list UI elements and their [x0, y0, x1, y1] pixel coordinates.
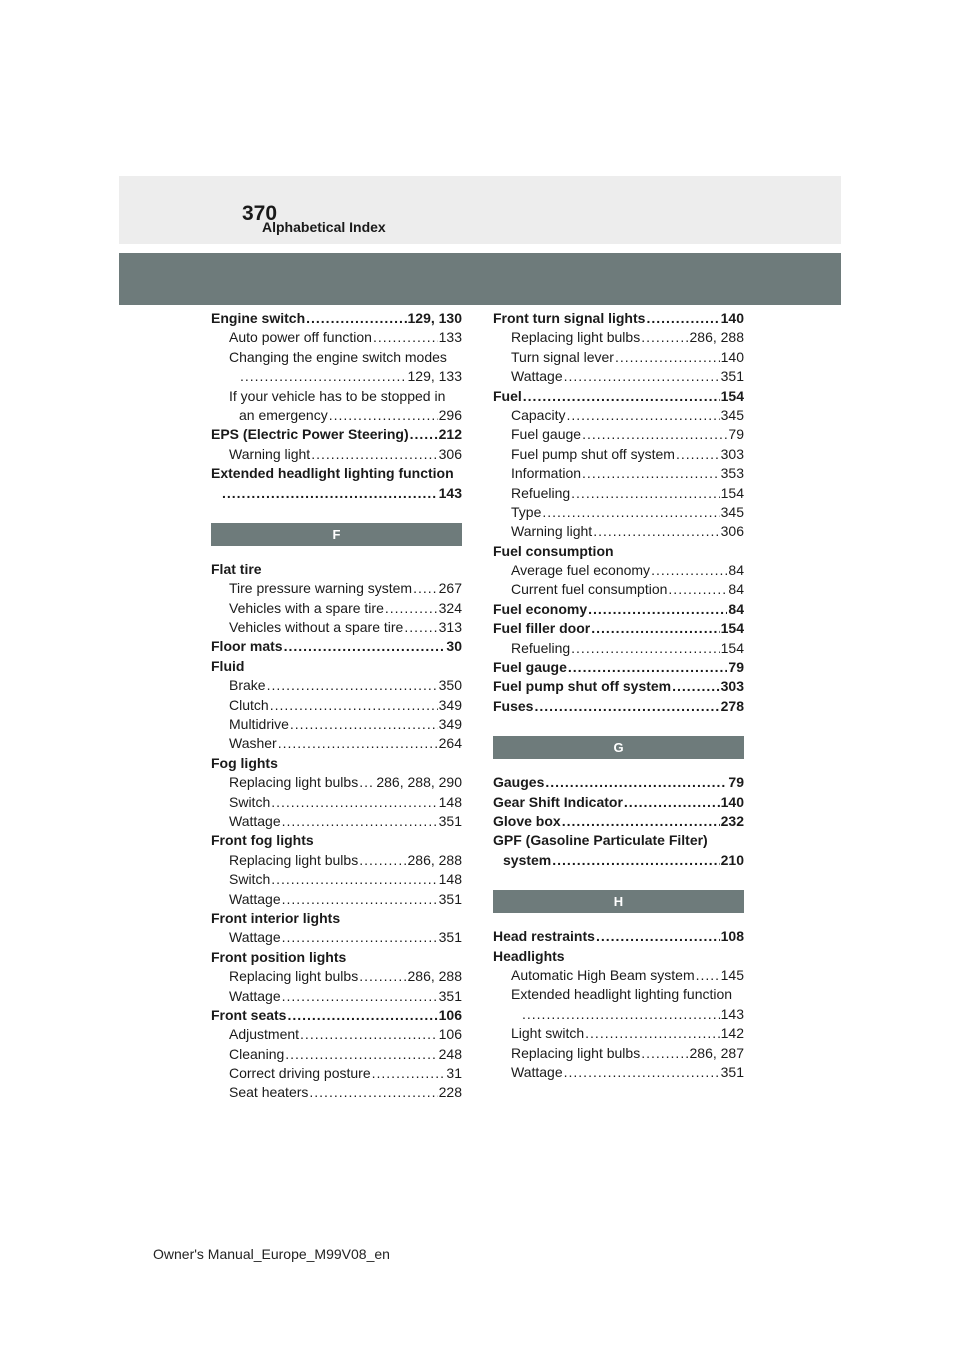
- index-entry: [211, 618, 462, 637]
- page-reference: 351: [438, 890, 462, 907]
- index-term: Fuel gauge: [493, 659, 567, 676]
- index-entry: [211, 870, 462, 889]
- section-header: G: [493, 736, 744, 759]
- index-term: Clutch: [229, 696, 269, 713]
- index-term: Type: [511, 503, 542, 520]
- index-term: Fuel: [493, 387, 522, 404]
- index-term: Adjustment: [229, 1026, 300, 1043]
- page-reference: 154: [720, 387, 744, 404]
- index-entry: [493, 503, 744, 522]
- index-term: Front fog lights: [211, 832, 314, 849]
- index-heading: [211, 909, 462, 928]
- dot-leader: [373, 328, 438, 347]
- dot-leader: [329, 406, 438, 425]
- index-entry: [211, 1045, 462, 1064]
- index-term: Wattage: [229, 929, 281, 946]
- page-reference: 351: [438, 929, 462, 946]
- index-term: Flat tire: [211, 560, 262, 577]
- dot-leader: [523, 387, 720, 406]
- page-title: Alphabetical Index: [262, 219, 386, 235]
- dot-leader: [624, 793, 720, 812]
- index-heading: [211, 948, 462, 967]
- index-term: EPS (Electric Power Steering): [211, 426, 409, 443]
- index-entry: [493, 639, 744, 658]
- index-term: Headlights: [493, 947, 565, 964]
- page-reference: 84: [728, 600, 744, 617]
- index-entry: [493, 367, 744, 386]
- page-reference: 84: [728, 581, 744, 598]
- index-term: Average fuel economy: [511, 562, 651, 579]
- index-entry: [493, 387, 744, 406]
- index-entry: [211, 579, 462, 598]
- index-term: Fuel consumption: [493, 542, 614, 559]
- dot-leader: [593, 522, 719, 541]
- page-reference: 351: [720, 368, 744, 385]
- dot-leader: [588, 600, 727, 619]
- index-term: Refueling: [511, 484, 571, 501]
- index-heading: [211, 464, 462, 483]
- page-reference: 140: [720, 310, 744, 326]
- dot-leader: [306, 309, 406, 328]
- index-term: Wattage: [511, 1063, 563, 1080]
- index-term: Automatic High Beam system: [511, 966, 695, 983]
- index-entry: [211, 715, 462, 734]
- dot-leader: [591, 619, 719, 638]
- index-term: Replacing light bulbs: [511, 1044, 641, 1061]
- page-reference: 248: [438, 1045, 462, 1062]
- index-term: Changing the engine switch modes: [229, 348, 447, 365]
- page-reference: 106: [438, 1006, 462, 1023]
- index-entry: [493, 773, 744, 792]
- index-entry: [211, 328, 462, 347]
- index-term: Floor mats: [211, 638, 283, 655]
- dot-leader: [282, 890, 438, 909]
- dot-leader: [404, 618, 437, 637]
- index-term: Warning light: [229, 445, 311, 462]
- page-reference: 267: [438, 580, 462, 597]
- index-entry: [493, 1005, 744, 1024]
- index-term: system: [503, 851, 552, 868]
- index-term: Warning light: [511, 523, 593, 540]
- page-reference: 148: [438, 793, 462, 810]
- dot-leader: [413, 579, 438, 598]
- dot-leader: [696, 966, 720, 985]
- footer-text: Owner's Manual_Europe_M99V08_en: [153, 1246, 390, 1262]
- page-reference: 106: [438, 1026, 462, 1043]
- index-term: Information: [511, 465, 582, 482]
- dot-leader: [651, 561, 727, 580]
- index-term: Current fuel consumption: [511, 581, 668, 598]
- page-reference: 353: [720, 465, 744, 482]
- index-term: Fuel economy: [493, 600, 588, 617]
- dot-leader: [240, 367, 407, 386]
- index-term: Front seats: [211, 1006, 287, 1023]
- page-reference: 345: [720, 406, 744, 423]
- index-term: Engine switch: [211, 310, 306, 326]
- index-term: Replacing light bulbs: [511, 329, 641, 346]
- page-reference: 286, 288: [407, 851, 462, 868]
- dot-leader: [668, 580, 727, 599]
- index-entry: [211, 967, 462, 986]
- page-reference: 232: [720, 812, 744, 829]
- page-reference: 108: [720, 928, 744, 945]
- dot-leader: [566, 406, 719, 425]
- index-entry: [211, 367, 462, 386]
- index-term: Refueling: [511, 639, 571, 656]
- header-band: [119, 253, 841, 305]
- page-reference: 129, 133: [407, 368, 462, 385]
- index-term: Switch: [229, 871, 271, 888]
- dot-leader: [372, 1064, 446, 1083]
- page-reference: 351: [720, 1063, 744, 1080]
- index-term: GPF (Gasoline Particulate Filter): [493, 832, 708, 849]
- dot-leader: [222, 484, 438, 503]
- dot-leader: [311, 445, 437, 464]
- index-entry: [493, 851, 744, 870]
- page-number: 370: [242, 202, 278, 225]
- dot-leader: [359, 773, 375, 792]
- index-entry: [493, 658, 744, 677]
- page-reference: 210: [720, 851, 744, 868]
- dot-leader: [585, 1024, 719, 1043]
- page-reference: 306: [438, 445, 462, 462]
- page-reference: 349: [438, 696, 462, 713]
- dot-leader: [359, 851, 406, 870]
- dot-leader: [282, 928, 438, 947]
- index-entry: [211, 773, 462, 792]
- dot-leader: [564, 367, 720, 386]
- dot-leader: [641, 1044, 688, 1063]
- index-entry: [493, 406, 744, 425]
- dot-leader: [562, 812, 720, 831]
- page-reference: 351: [438, 987, 462, 1004]
- index-term: Replacing light bulbs: [229, 774, 359, 791]
- page-reference: 142: [720, 1025, 744, 1042]
- index-term: Fuses: [493, 697, 534, 714]
- dot-leader: [582, 464, 720, 483]
- index-term: Wattage: [511, 368, 563, 385]
- page-reference: 324: [438, 599, 462, 616]
- index-entry: [493, 619, 744, 638]
- index-term: Fluid: [211, 657, 245, 674]
- dot-leader: [534, 697, 719, 716]
- index-entry: [493, 464, 744, 483]
- dot-leader: [271, 870, 437, 889]
- index-term: Brake: [229, 677, 266, 694]
- index-term: Extended headlight lighting function: [211, 465, 454, 482]
- page-reference: 296: [438, 406, 462, 423]
- dot-leader: [646, 309, 719, 328]
- dot-leader: [282, 987, 438, 1006]
- index-entry: [211, 928, 462, 947]
- section-header: F: [211, 523, 462, 546]
- page-reference: 79: [728, 774, 744, 791]
- dot-leader: [522, 1005, 720, 1024]
- index-entry: [493, 1063, 744, 1082]
- index-heading: [211, 348, 462, 367]
- dot-leader: [309, 1083, 437, 1102]
- index-entry: [493, 793, 744, 812]
- index-term: Washer: [229, 735, 277, 752]
- index-entry: [211, 696, 462, 715]
- index-entry: [493, 966, 744, 985]
- index-term: Front interior lights: [211, 909, 341, 926]
- index-term: an emergency: [239, 406, 328, 423]
- page-reference: 306: [720, 523, 744, 540]
- dot-leader: [582, 425, 727, 444]
- page-reference: 303: [720, 445, 744, 462]
- index-entry: [211, 445, 462, 464]
- index-entry: [493, 697, 744, 716]
- dot-leader: [284, 637, 446, 656]
- index-entry: [493, 600, 744, 619]
- dot-leader: [271, 793, 437, 812]
- index-entry: [493, 328, 744, 347]
- dot-leader: [267, 676, 438, 695]
- index-entry: [211, 309, 462, 328]
- index-entry: [211, 425, 462, 444]
- page-reference: 351: [438, 812, 462, 829]
- dot-leader: [615, 348, 720, 367]
- index-entry: [211, 734, 462, 753]
- index-term: Vehicles without a spare tire: [229, 619, 404, 636]
- index-term: Multidrive: [229, 716, 289, 733]
- page-reference: 286, 288, 290: [376, 774, 462, 791]
- index-heading: [493, 947, 744, 966]
- index-term: Glove box: [493, 812, 561, 829]
- index-term: Front turn signal lights: [493, 310, 646, 326]
- index-term: Fuel pump shut off system: [511, 445, 675, 462]
- page-reference: 79: [728, 659, 744, 676]
- index-term: Replacing light bulbs: [229, 851, 359, 868]
- index-entry: [493, 425, 744, 444]
- page-reference: 145: [720, 966, 744, 983]
- page-reference: 79: [728, 426, 744, 443]
- index-term: Cleaning: [229, 1045, 285, 1062]
- page-reference: 143: [438, 484, 462, 501]
- index-term: Light switch: [511, 1025, 585, 1042]
- dot-leader: [571, 484, 719, 503]
- dot-leader: [410, 425, 438, 444]
- index-term: Fuel pump shut off system: [493, 678, 672, 695]
- index-entry: [211, 637, 462, 656]
- index-entry: [211, 987, 462, 1006]
- index-heading: [211, 754, 462, 773]
- index-heading: [493, 831, 744, 850]
- page-reference: 31: [446, 1065, 462, 1082]
- dot-leader: [552, 851, 719, 870]
- page-reference: 148: [438, 871, 462, 888]
- index-term: Replacing light bulbs: [229, 968, 359, 985]
- header-bar: [119, 176, 841, 244]
- index-entry: [493, 445, 744, 464]
- index-term: Turn signal lever: [511, 348, 614, 365]
- dot-leader: [571, 639, 719, 658]
- index-heading: [493, 985, 744, 1004]
- index-entry: [211, 676, 462, 695]
- index-term: Fuel gauge: [511, 426, 582, 443]
- index-entry: [493, 1024, 744, 1043]
- dot-leader: [285, 1045, 437, 1064]
- dot-leader: [568, 658, 728, 677]
- index-entry: [211, 599, 462, 618]
- page-reference: 154: [720, 620, 744, 637]
- index-term: Capacity: [511, 406, 566, 423]
- index-entry: [211, 406, 462, 425]
- index-term: Fog lights: [211, 754, 278, 771]
- index-entry: [211, 1006, 462, 1025]
- index-term: Gauges: [493, 774, 545, 791]
- index-heading: [493, 542, 744, 561]
- index-entry: [493, 677, 744, 696]
- page-reference: 349: [438, 716, 462, 733]
- page-reference: 154: [720, 639, 744, 656]
- index-term: Wattage: [229, 987, 281, 1004]
- page-reference: 278: [720, 697, 744, 714]
- dot-leader: [672, 677, 720, 696]
- dot-leader: [270, 696, 438, 715]
- page-reference: 313: [438, 619, 462, 636]
- dot-leader: [278, 734, 438, 753]
- page-reference: 140: [720, 793, 744, 810]
- index-entry: [493, 580, 744, 599]
- page-reference: 303: [720, 678, 744, 695]
- index-term: Wattage: [229, 890, 281, 907]
- dot-leader: [676, 445, 720, 464]
- page-reference: 133: [438, 329, 462, 346]
- page-reference: 84: [728, 562, 744, 579]
- dot-leader: [596, 927, 720, 946]
- page-reference: 264: [438, 735, 462, 752]
- dot-leader: [385, 599, 438, 618]
- dot-leader: [542, 503, 719, 522]
- index-term: Vehicles with a spare tire: [229, 599, 384, 616]
- index-heading: [211, 657, 462, 676]
- index-term: Head restraints: [493, 928, 595, 945]
- page-reference: 140: [720, 348, 744, 365]
- index-column-right: [493, 309, 744, 1082]
- index-entry: [211, 793, 462, 812]
- page-reference: 286, 288: [689, 329, 744, 346]
- dot-leader: [300, 1025, 438, 1044]
- page-reference: 154: [720, 484, 744, 501]
- dot-leader: [287, 1006, 437, 1025]
- page-reference: 143: [720, 1005, 744, 1022]
- index-entry: [493, 927, 744, 946]
- index-entry: [211, 812, 462, 831]
- index-entry: [493, 812, 744, 831]
- index-term: Switch: [229, 793, 271, 810]
- index-entry: [211, 1083, 462, 1102]
- page-reference: 286, 288: [407, 968, 462, 985]
- page-reference: 286, 287: [689, 1044, 744, 1061]
- index-entry: [211, 851, 462, 870]
- index-entry: [211, 1025, 462, 1044]
- index-term: If your vehicle has to be stopped in: [229, 387, 446, 404]
- index-entry: [493, 561, 744, 580]
- index-entry: [211, 1064, 462, 1083]
- index-column-left: [211, 309, 462, 1103]
- dot-leader: [359, 967, 406, 986]
- index-heading: [211, 560, 462, 579]
- index-entry: [211, 484, 462, 503]
- index-entry: [211, 890, 462, 909]
- index-term: Tire pressure warning system: [229, 580, 413, 597]
- dot-leader: [290, 715, 438, 734]
- index-entry: [493, 522, 744, 541]
- index-term: Seat heaters: [229, 1084, 309, 1101]
- page-reference: 228: [438, 1084, 462, 1101]
- dot-leader: [545, 773, 727, 792]
- index-term: Extended headlight lighting function: [511, 986, 733, 1003]
- index-term: Front position lights: [211, 948, 347, 965]
- index-term: Auto power off function: [229, 329, 372, 346]
- index-heading: [211, 831, 462, 850]
- index-entry: [493, 348, 744, 367]
- dot-leader: [282, 812, 438, 831]
- page-reference: 212: [438, 426, 462, 443]
- page-reference: 350: [438, 677, 462, 694]
- index-heading: [211, 387, 462, 406]
- page-reference: 30: [446, 638, 462, 655]
- section-header: H: [493, 890, 744, 913]
- page-reference: 345: [720, 503, 744, 520]
- index-term: Correct driving posture: [229, 1065, 371, 1082]
- index-entry: [493, 484, 744, 503]
- index-term: Wattage: [229, 812, 281, 829]
- index-term: Gear Shift Indicator: [493, 793, 623, 810]
- index-entry: [493, 1044, 744, 1063]
- page-reference: 129, 130: [407, 310, 462, 326]
- index-term: Fuel filler door: [493, 620, 591, 637]
- dot-leader: [564, 1063, 720, 1082]
- dot-leader: [641, 328, 688, 347]
- index-entry: [493, 309, 744, 328]
